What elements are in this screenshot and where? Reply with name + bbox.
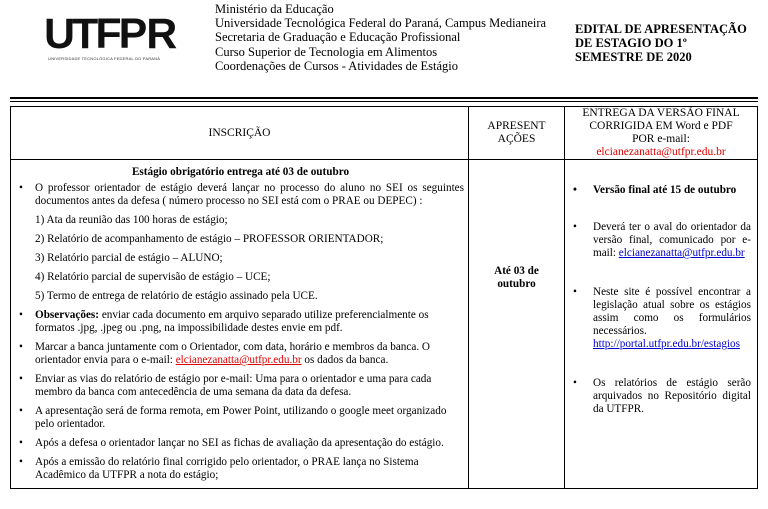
- list-item: • Os relatórios de estágio serão arquivados no Repositório digital da UTFPR.: [573, 377, 751, 415]
- list-item: 4) Relatório parcial de supervisão de estágio – UCE;: [35, 271, 271, 283]
- header-line: Secretaria de Graduação e Educação Profissional: [215, 30, 461, 45]
- logo-pr: PR: [118, 10, 177, 58]
- bullet-icon: •: [19, 309, 23, 321]
- header-line: Universidade Tecnológica Federal do Paraná, Campus Medianeira: [215, 16, 547, 31]
- bullet-icon: •: [19, 373, 23, 385]
- list-item: • Enviar as vias do relatório de estágio por e-mail: Uma para o orientador e uma para cada membro da banca com antecedência de uma semana da data da defesa.: [19, 373, 432, 398]
- list-item: • O professor orientador de estágio deverá lançar no processo do aluno no SEI os seguintes documentos antes da defesa ( número processo no SEI está com o PRAE ou DEPEC) :: [19, 182, 464, 207]
- header-entrega: ENTREGA DA VERSÃO FINAL CORRIGIDA EM Word e PDF POR e-mail: elcianezanatta@utfpr.edu.br: [565, 107, 758, 160]
- inscricao-cell: [11, 160, 469, 489]
- bullet-icon: •: [573, 377, 577, 389]
- logo-utf: UTF: [44, 10, 119, 58]
- list-item: • Observações: enviar cada documento em arquivo separado utilize preferencialmente os formatos .jpg, .jpeg ou .png, na impossibilidade destes envie em pdf.: [19, 309, 429, 334]
- edital-line: DE ESTAGIO DO 1º: [575, 36, 687, 51]
- list-item: • Neste site é possível encontrar a legislação atual sobre os estágios assim como os formulários necessários. http://portal.utfpr.edu.br/estagios: [573, 286, 751, 350]
- aval-email-link[interactable]: elcianezanatta@utfpr.edu.br: [618, 247, 745, 259]
- entrega-cell: [565, 160, 758, 489]
- bullet-icon: •: [573, 221, 577, 233]
- section-title: Estágio obrigatório entrega até 03 de outubro: [131, 166, 350, 178]
- list-item: • Marcar a banca juntamente com o Orientador, com data, horário e membros da banca. O orientador envia para o e-mail: elcianezanatta@utfpr.edu.br os dados da banca.: [19, 341, 430, 366]
- bullet-icon: •: [19, 182, 23, 194]
- prazo-line: Até 03 de: [494, 265, 539, 277]
- list-item: • Deverá ter o aval do orientador da versão final, comunicado por e-mail: elcianezanatta@utfpr.edu.br: [573, 221, 751, 259]
- list-item: • A apresentação será de forma remota, em Power Point, utilizando o google meet organizado pelo orientador.: [19, 405, 447, 430]
- edital-line: SEMESTRE DE 2020: [575, 50, 692, 65]
- estagios-site-link[interactable]: http://portal.utfpr.edu.br/estagios: [593, 338, 740, 350]
- list-item: 1) Ata da reunião das 100 horas de estágio;: [35, 214, 228, 226]
- entrega-email-link[interactable]: elcianezanatta@utfpr.edu.br: [596, 146, 726, 158]
- header-divider-thin: [10, 101, 758, 102]
- bullet-icon: •: [19, 437, 23, 449]
- list-item: 5) Termo de entrega de relatório de estágio assinado pela UCE.: [35, 290, 318, 302]
- header-line: Curso Superior de Tecnologia em Alimentos: [215, 44, 438, 59]
- bullet-icon: •: [19, 405, 23, 417]
- header-apresentacoes: APRESENT AÇÕES: [469, 107, 565, 160]
- logo-tagline: UNIVERSIDADE TECNOLÓGICA FEDERAL DO PARANÁ: [48, 56, 161, 61]
- edital-title: [575, 22, 747, 65]
- list-item: • Versão final até 15 de outubro: [573, 184, 737, 196]
- header-line: Coordenações de Cursos - Atividades de Estágio: [215, 58, 459, 73]
- bullet-icon: •: [19, 456, 23, 468]
- list-item: • Após a emissão do relatório final corrigido pelo orientador, o PRAE lança no Sistema Acadêmico da UTFPR a nota do estágio;: [19, 456, 419, 481]
- bullet-icon: •: [573, 184, 577, 196]
- header-inscricao: INSCRIÇÃO: [11, 107, 469, 160]
- list-item: 3) Relatório parcial de estágio – ALUNO;: [35, 252, 223, 264]
- edital-line: EDITAL DE APRESENTAÇÃO: [575, 22, 747, 36]
- header-divider: [10, 97, 758, 99]
- table-body-row: [11, 160, 758, 489]
- list-item: 2) Relatório de acompanhamento de estágio – PROFESSOR ORIENTADOR;: [35, 233, 384, 245]
- utfpr-logo: [44, 10, 177, 64]
- header-line: Ministério da Educação: [215, 2, 334, 16]
- bullet-icon: •: [19, 341, 23, 353]
- bullet-icon: •: [573, 286, 577, 298]
- apresentacoes-cell: [469, 160, 565, 489]
- list-item: • Após a defesa o orientador lançar no SEI as fichas de avaliação da apresentação do estágio.: [19, 437, 444, 449]
- banca-email-link[interactable]: elcianezanatta@utfpr.edu.br: [175, 354, 302, 366]
- table-header-row: [11, 107, 758, 160]
- schedule-table: [10, 106, 758, 489]
- prazo-line: outubro: [497, 278, 536, 290]
- institution-header: [215, 2, 546, 73]
